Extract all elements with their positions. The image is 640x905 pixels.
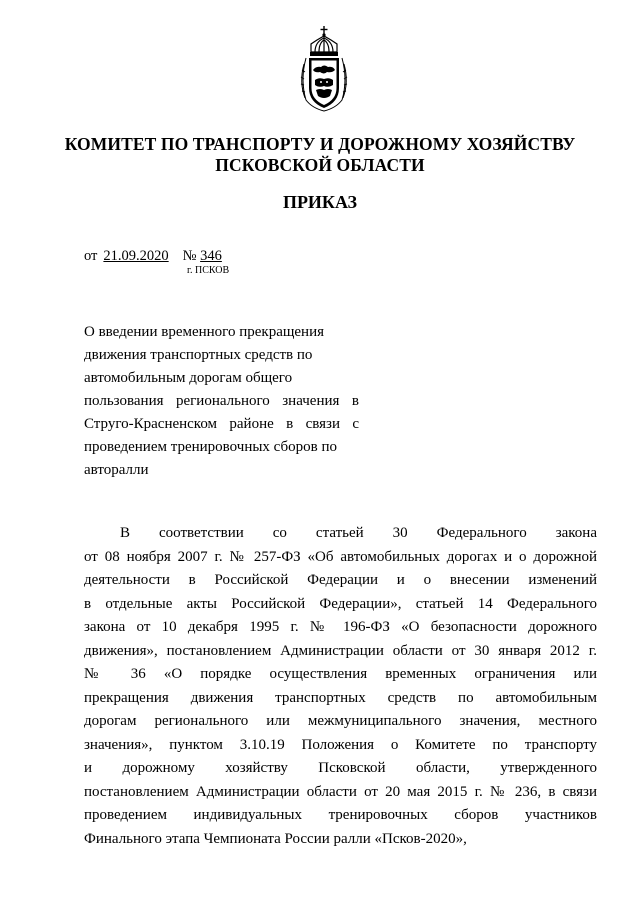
body-line: в отдельные акты Российской Федерации», статьей 14 Федерального bbox=[84, 595, 597, 612]
organization-name-line-2: ПСКОВСКОЙ ОБЛАСТИ bbox=[215, 155, 425, 175]
subject-line: движения транспортных средств по bbox=[84, 347, 313, 363]
body-line: проведением индивидуальных тренировочных сборов участников bbox=[84, 807, 597, 823]
body-line: Финального этапа Чемпионата России ралли «Псков-2020», bbox=[84, 830, 467, 847]
document-number: 346 bbox=[200, 248, 222, 264]
pskov-coat-of-arms-icon bbox=[297, 22, 351, 116]
body-line: постановлением Администрации области от 20 мая 2015 г. № 236, в связи bbox=[84, 783, 597, 800]
subject-line: авторалли bbox=[84, 462, 149, 478]
body-line: деятельности в Российской Федерации и о внесении изменений bbox=[84, 572, 597, 588]
subject-line: пользования регионального значения в bbox=[84, 393, 359, 409]
subject-line: О введении временного прекращения bbox=[84, 324, 325, 340]
document-subject bbox=[84, 321, 359, 482]
body-line: прекращения движения транспортных средств по автомобильным bbox=[84, 689, 597, 706]
body-line: значения», пунктом 3.10.19 Положения о Комитете по транспорту bbox=[84, 736, 597, 753]
date-prefix: от bbox=[84, 248, 98, 264]
body-line: и дорожному хозяйству Псковской области, утвержденного bbox=[84, 760, 597, 776]
document-body bbox=[84, 522, 597, 851]
body-line: дорогам регионального или межмуниципального значения, местного bbox=[84, 713, 597, 729]
document-type-title: ПРИКАЗ bbox=[282, 192, 358, 212]
document-date-number bbox=[84, 247, 222, 265]
organization-name-line-1: КОМИТЕТ ПО ТРАНСПОРТУ И ДОРОЖНОМУ ХОЗЯЙСТВУ bbox=[64, 134, 576, 154]
body-line: от 08 ноября 2007 г. № 257-ФЗ «Об автомобильных дорогах и о дорожной bbox=[84, 548, 597, 565]
body-line: № 36 «О порядке осуществления временных ограничения или bbox=[84, 666, 597, 682]
subject-line: проведением тренировочных сборов по bbox=[84, 439, 338, 455]
subject-line: автомобильным дорогам общего bbox=[84, 370, 293, 386]
body-line: В соответствии со статьей 30 Федерального закона bbox=[120, 525, 597, 541]
document-city: г. ПСКОВ bbox=[187, 265, 230, 276]
body-line: закона от 10 декабря 1995 г. № 196-ФЗ «О безопасности дорожного bbox=[84, 619, 597, 635]
body-line: движения», постановлением Администрации области от 30 января 2012 г. bbox=[84, 642, 597, 659]
number-prefix: № bbox=[182, 248, 197, 264]
document-date: 21.09.2020 bbox=[103, 248, 169, 264]
subject-line: Струго-Красненском районе в связи с bbox=[84, 416, 359, 432]
